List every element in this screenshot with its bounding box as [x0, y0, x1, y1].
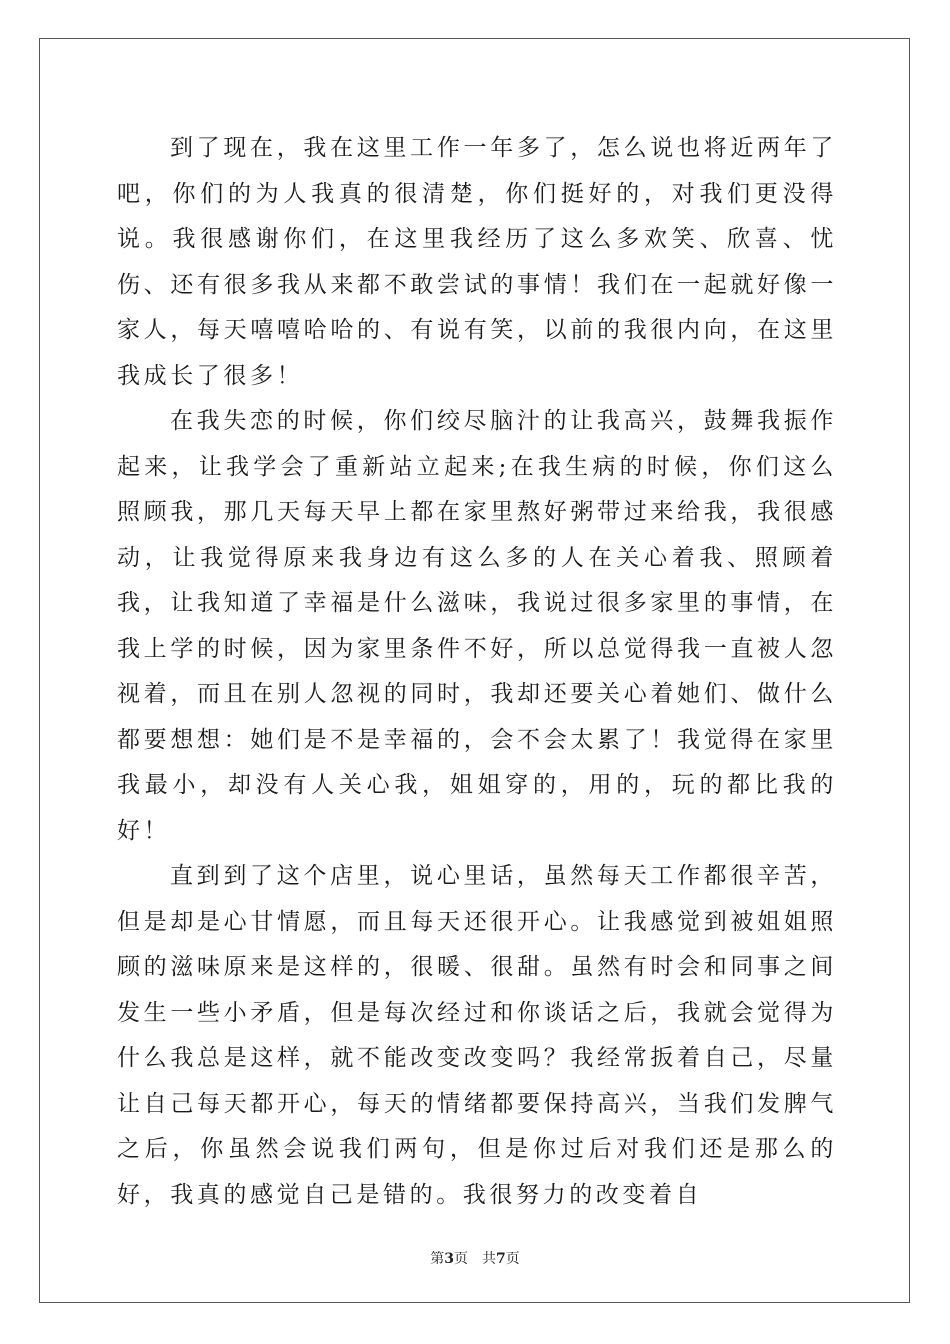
total-pages: 7 — [496, 1251, 506, 1267]
paragraph-2: 在我失恋的时候，你们绞尽脑汁的让我高兴，鼓舞我振作起来，让我学会了重新站立起来;在我生病的时候，你们这么照顾我，那几天每天早上都在家里熬好粥带过来给我，我很感动，让我觉得原来我身边有这么多的人在关心着我、照顾着我，让我知道了幸福是什么滋味，我说过很多家里的事情，在我上学的时候，因为家里条件不好，所以总觉得我一直被人忽视着，而且在别人忽视的同时，我却还要关心着她们、做什么都要想想：她们是不是幸福的，会不会太累了！我觉得在家里我最小，却没有人关心我，姐姐穿的，用的，玩的都比我的好！ — [117, 408, 837, 844]
page-prefix: 第 — [430, 1251, 445, 1267]
paragraph-3: 直到到了这个店里，说心里话，虽然每天工作都很辛苦，但是却是心甘情愿，而且每天还很开心。让我感觉到被姐姐照顾的滋味原来是这样的，很暖、很甜。虽然有时会和同事之间发生一些小矛盾，但是每次经过和你谈话之后，我就会觉得为什么我总是这样，就不能改变改变吗？我经常扳着自己，尽量让自己每天都开心，每天的情绪都要保持高兴，当我们发脾气之后，你虽然会说我们两句，但是你过后对我们还是那么的好，我真的感觉自己是错的。我很努力的改变着自 — [117, 863, 837, 1208]
paragraph-1: 到了现在，我在这里工作一年多了，怎么说也将近两年了吧，你们的为人我真的很清楚，你们挺好的，对我们更没得说。我很感谢你们，在这里我经历了这么多欢笑、欣喜、忧伤、还有很多我从来都不敢尝试的事情！我们在一起就好像一家人，每天嘻嘻哈哈的、有说有笑，以前的我很内向，在这里我成长了很多！ — [117, 135, 837, 389]
total-prefix: 共 — [482, 1251, 496, 1267]
page-number: 3 — [444, 1251, 454, 1267]
page-footer — [0, 1248, 950, 1268]
document-body — [117, 126, 837, 1218]
page-suffix: 页 — [454, 1251, 468, 1267]
total-suffix: 页 — [505, 1251, 520, 1267]
